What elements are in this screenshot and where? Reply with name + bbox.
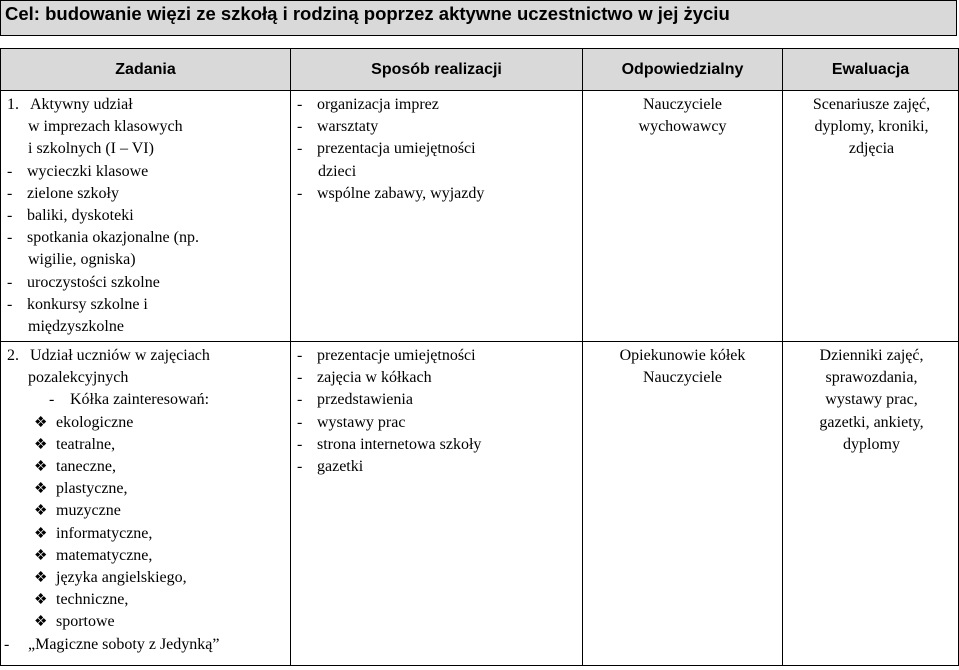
responsible-line: wychowawcy — [638, 118, 727, 136]
evaluation-cell — [783, 91, 959, 342]
evaluation-line: sprawozdania, — [825, 369, 918, 387]
list-item: konkursy szkolne i — [27, 295, 148, 313]
goal-title: Cel: budowanie więzi ze szkołą i rodziną poprzez aktywne uczestnictwo w jej życiu — [5, 3, 730, 24]
task-cell: 2. Udział uczniów w zajęciach pozalekcyjnych - Kółka zainteresowań: ❖ ekologiczne ❖ teatralne, ❖ taneczne, ❖ plastyczne, ❖ muzyczne ❖ informatyczne, ❖ matematyczne, ❖ języka angielskiego, ❖ techniczne, ❖ sportowe - „Magiczne soboty z Jedynką” — [1, 342, 291, 666]
table-row — [1, 342, 959, 666]
diamond-bullet-icon: ❖ — [34, 436, 48, 453]
list-item: zajęcia w kółkach — [317, 369, 432, 387]
header-ewaluacja: Ewaluacja — [783, 49, 959, 91]
table-row — [1, 91, 959, 342]
list-item: matematyczne, — [56, 546, 153, 564]
list-item: prezentacja umiejętności — [317, 140, 476, 158]
diamond-bullet-icon: ❖ — [34, 570, 48, 587]
list-item: wigilie, ogniska) — [28, 251, 136, 269]
responsible-line: Nauczyciele — [642, 96, 723, 113]
list-item: uroczystości szkolne — [27, 273, 160, 291]
list-item: międzyszkolne — [28, 318, 124, 336]
evaluation-line: dyplomy — [843, 435, 900, 453]
list-item: baliki, dyskoteki — [27, 207, 134, 225]
diamond-bullet-icon: ❖ — [34, 547, 48, 564]
list-item: warsztaty — [317, 118, 379, 136]
header-zadania: Zadania — [1, 49, 291, 91]
diamond-bullet-icon: ❖ — [34, 592, 48, 609]
goal-banner — [0, 0, 957, 36]
list-item: informatyczne, — [56, 524, 153, 542]
task-line: Aktywny udział — [30, 96, 133, 113]
list-item: sportowe — [56, 613, 115, 631]
list-item: ekologiczne — [56, 413, 134, 431]
list-item: plastyczne, — [56, 480, 128, 498]
evaluation-line: zdjęcia — [848, 140, 895, 158]
evaluation-line: gazetki, ankiety, — [819, 413, 924, 431]
list-item: wspólne zabawy, wyjazdy — [317, 184, 485, 202]
evaluation-line: wystawy prac, — [825, 391, 918, 409]
task-cell: 1. Aktywny udział w imprezach klasowych i szkolnych (I – VI) - wycieczki klasowe - zielone szkoły - baliki, dyskoteki - spotkania okazjonalne (np. wigilie, ogniska) - uroczystości szkolne - konkursy szkolne i międzyszkolne — [1, 91, 291, 342]
list-item: wystawy prac — [317, 413, 406, 431]
diamond-bullet-icon: ❖ — [34, 459, 48, 476]
tasks-table — [0, 48, 959, 666]
realization-cell: - organizacja imprez - warsztaty - prezentacja umiejętności dzieci - wspólne zabawy, wyjazdy — [291, 91, 583, 342]
list-item: „Magiczne soboty z Jedynką” — [28, 635, 220, 653]
diamond-bullet-icon: ❖ — [34, 525, 48, 542]
evaluation-cell — [783, 342, 959, 666]
list-item: języka angielskiego, — [56, 569, 187, 587]
diamond-bullet-icon: ❖ — [34, 503, 48, 520]
realization-cell: - prezentacje umiejętności - zajęcia w kółkach - przedstawienia - wystawy prac - strona internetowa szkoły - gazetki — [291, 342, 583, 666]
task-line: pozalekcyjnych — [28, 369, 129, 387]
sub-item: Kółka zainteresowań: — [70, 391, 210, 409]
list-item: taneczne, — [56, 458, 116, 476]
header-row — [1, 49, 959, 91]
evaluation-line: dyplomy, kroniki, — [814, 118, 929, 136]
evaluation-line: Dzienniki zajęć, — [819, 347, 924, 364]
list-item: teatralne, — [56, 435, 116, 453]
list-item: muzyczne — [56, 502, 121, 520]
responsible-line: Opiekunowie kółek — [619, 347, 746, 364]
list-item: spotkania okazjonalne (np. — [27, 229, 199, 247]
list-item: strona internetowa szkoły — [317, 435, 482, 453]
list-item: prezentacje umiejętności — [317, 347, 476, 364]
evaluation-line: Scenariusze zajęć, — [812, 96, 931, 113]
list-item: zielone szkoły — [27, 184, 119, 202]
diamond-bullet-icon: ❖ — [34, 614, 48, 631]
responsible-cell — [583, 91, 783, 342]
list-item: organizacja imprez — [317, 96, 439, 113]
task-line: w imprezach klasowych — [28, 118, 183, 136]
list-item: wycieczki klasowe — [27, 162, 149, 180]
list-item: dzieci — [318, 162, 357, 180]
list-item: gazetki — [317, 458, 364, 476]
header-odpowiedzialny: Odpowiedzialny — [583, 49, 783, 91]
responsible-line: Nauczyciele — [642, 369, 723, 387]
diamond-bullet-icon: ❖ — [34, 481, 48, 498]
list-item: techniczne, — [56, 591, 129, 609]
task-line: Udział uczniów w zajęciach — [30, 347, 210, 364]
list-item: przedstawienia — [317, 391, 413, 409]
diamond-bullet-icon: ❖ — [34, 414, 48, 431]
task-line: i szkolnych (I – VI) — [28, 140, 154, 158]
header-sposob: Sposób realizacji — [291, 49, 583, 91]
responsible-cell — [583, 342, 783, 666]
